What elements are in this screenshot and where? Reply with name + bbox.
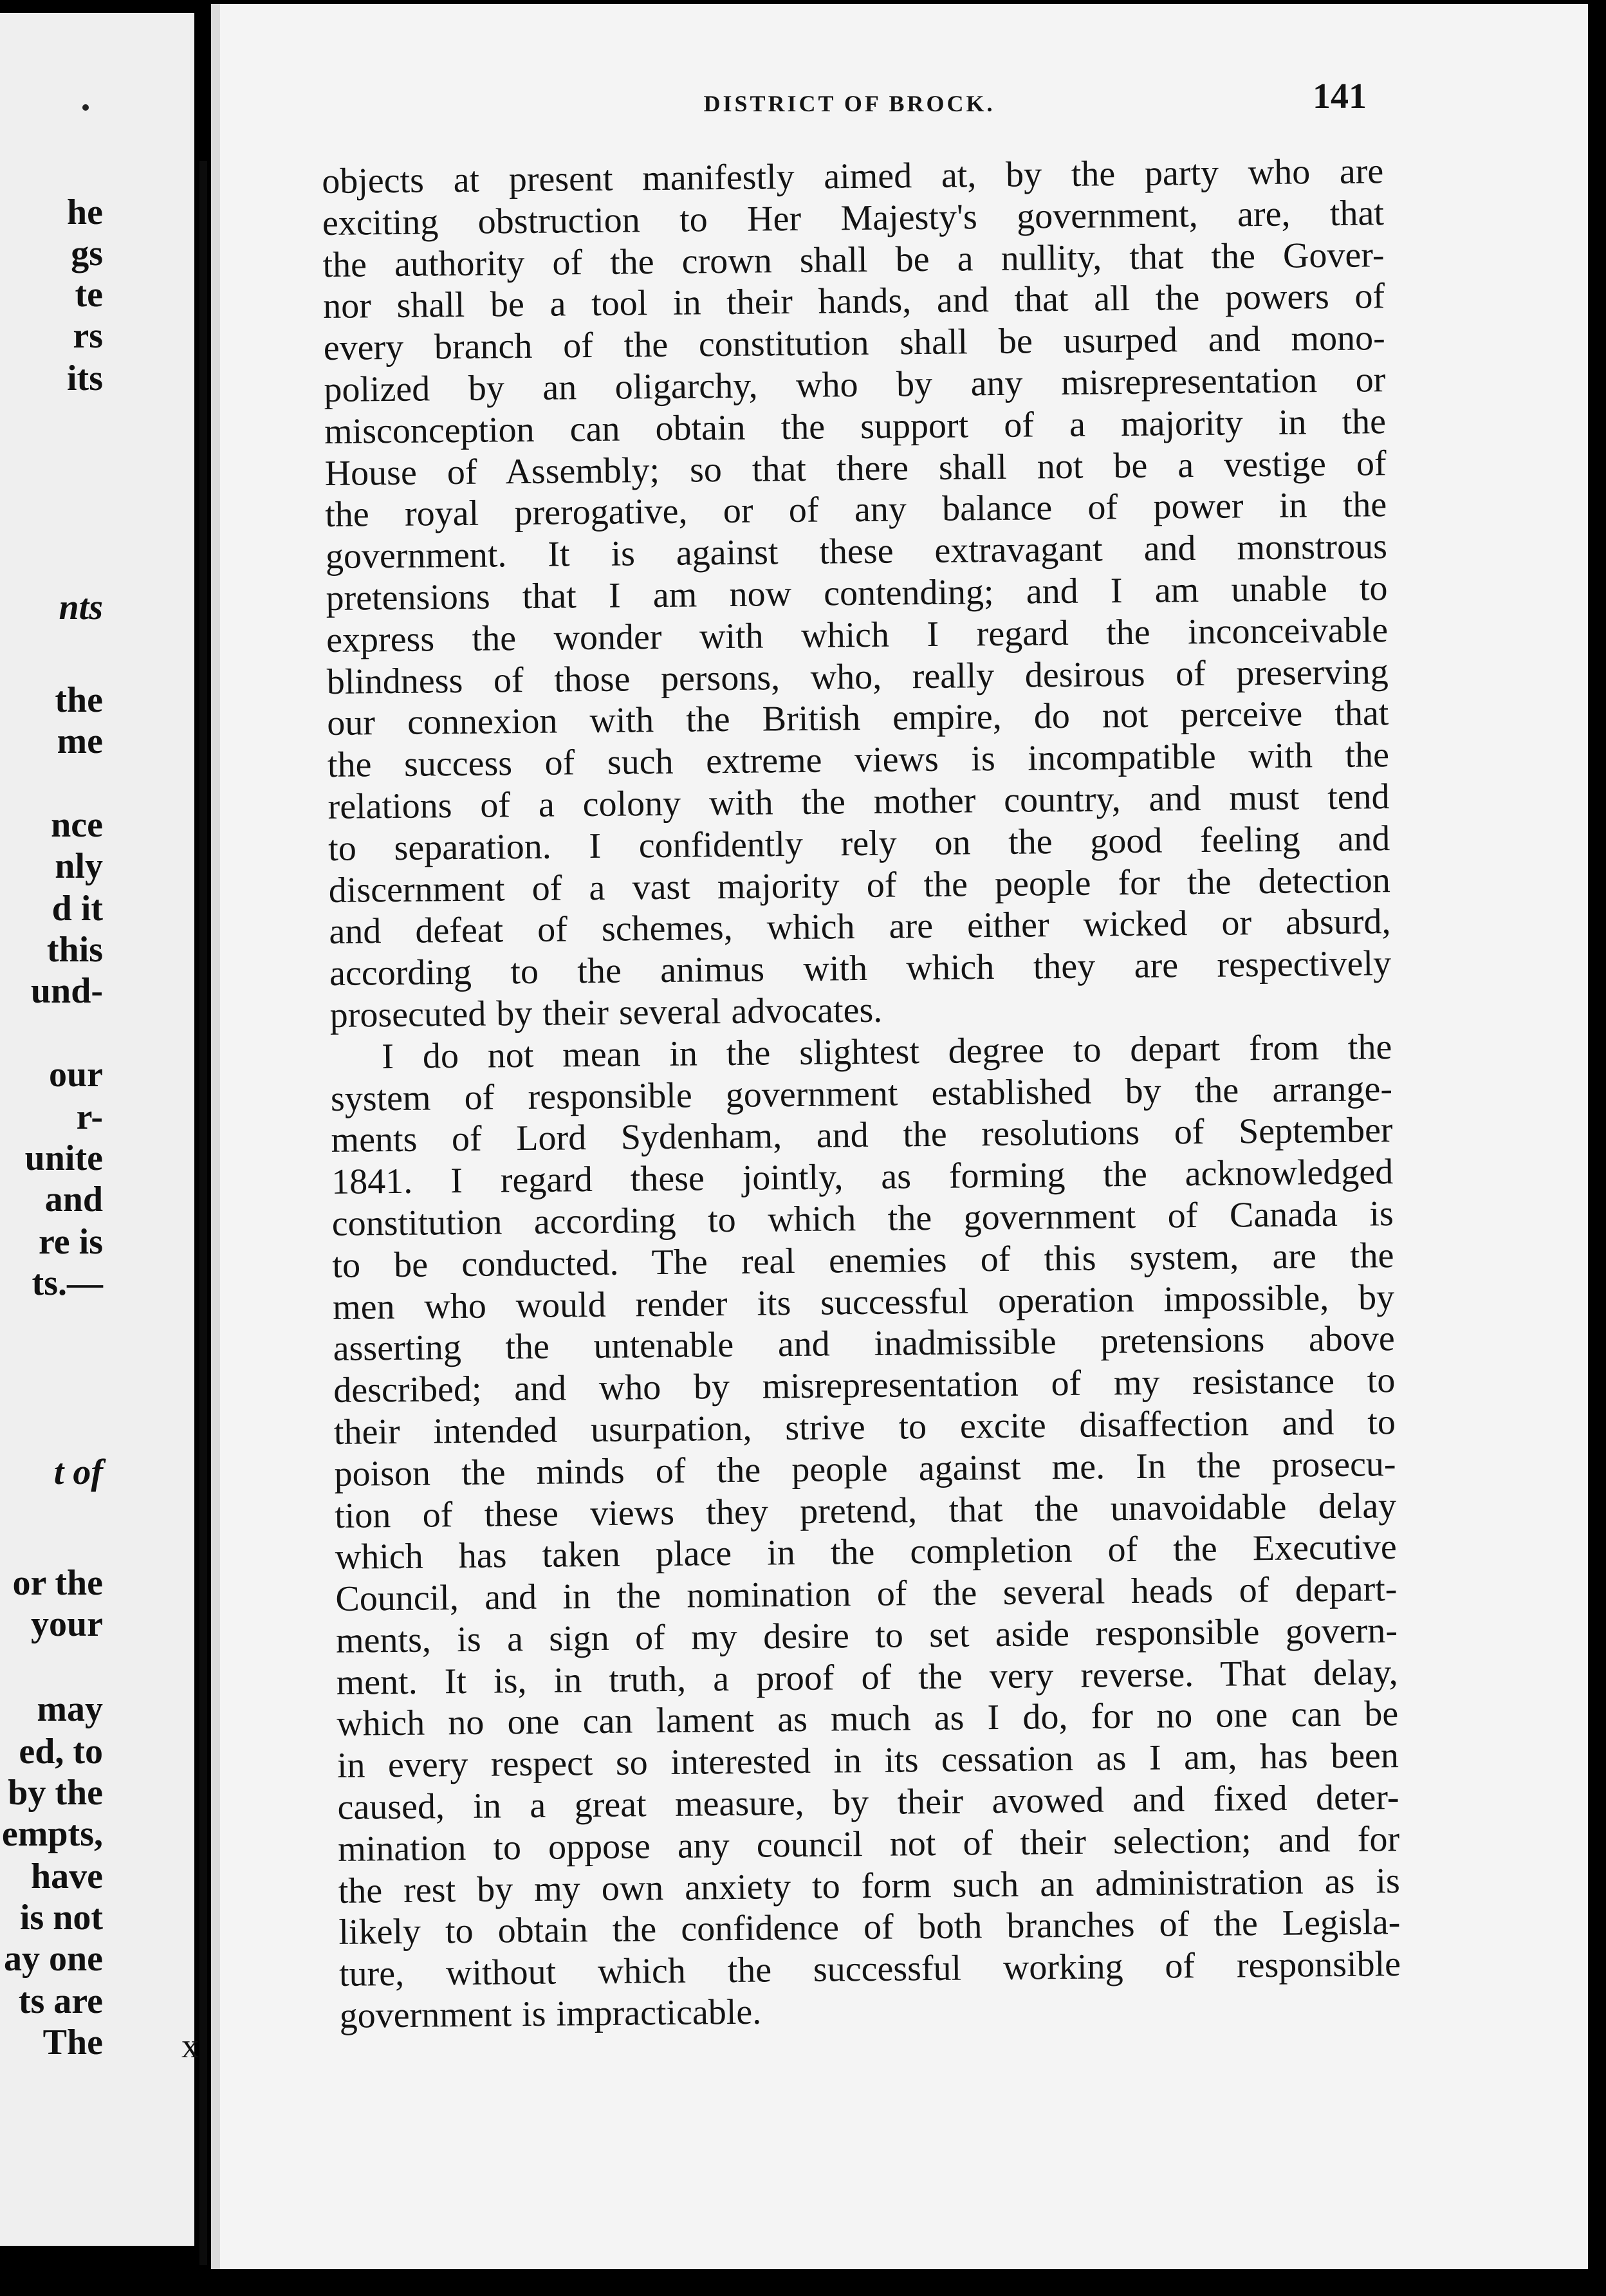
text-line: express the wonder with which I regard the inconceivable [326, 609, 1389, 660]
left-page-fragment: ed, to [19, 1732, 103, 1772]
text-line: our connexion with the British empire, do not perceive that [327, 693, 1389, 744]
text-line: I do not mean in the slightest degree to depart from the [382, 1026, 1392, 1077]
left-page-fragment: unite [24, 1138, 103, 1178]
left-page-fragment: re is [38, 1222, 103, 1262]
text-line: prosecuted by their several advocates. [329, 990, 883, 1035]
text-line: the success of such extreme views is incompatible with the [327, 735, 1390, 786]
text-line: described; and who by misrepresentation of my resistance to [333, 1360, 1396, 1411]
left-page-fragment: ts are [18, 1981, 103, 2021]
left-page-fragment: may [37, 1689, 103, 1729]
text-line: objects at present manifestly aimed at, by the party who are [322, 151, 1384, 201]
paragraph-1 [322, 151, 1392, 1037]
left-page-fragment: have [31, 1856, 103, 1896]
text-line: polized by an oligarchy, who by any misrepresentation or [324, 360, 1386, 410]
left-page-fragment: und- [30, 971, 103, 1011]
text-line: pretensions that I am now contending; and I am unable to [326, 568, 1388, 618]
text-line: and defeat of schemes, which are either wicked or absurd, [329, 902, 1391, 952]
text-line: system of responsible government established by the arrange- [330, 1068, 1393, 1119]
text-line: men who would render its successful operation impossible, by [332, 1277, 1395, 1328]
left-page-fragment: gs [71, 234, 103, 273]
left-page-fragment: our [49, 1055, 103, 1095]
text-line: discernment of a vast majority of the people for the detection [328, 860, 1391, 911]
text-line: mination to oppose any council not of their selection; and for [337, 1819, 1400, 1869]
text-line: misconception can obtain the support of a majority in the [324, 401, 1387, 452]
text-line: likely to obtain the confidence of both branches of the Legisla- [338, 1902, 1401, 1953]
left-page-fragment: he [67, 192, 103, 232]
left-page-fragment: your [31, 1604, 103, 1644]
left-page-fragment: is not [19, 1898, 103, 1938]
page-number: 141 [1313, 77, 1367, 116]
gutter-line [199, 161, 207, 2265]
left-page-fragment: d it [51, 889, 103, 929]
margin-mark: x [181, 2026, 199, 2065]
left-page-fragment: nts [59, 588, 103, 627]
text-line: Council, and in the nomination of the several heads of depart- [335, 1569, 1398, 1619]
paragraph-2 [330, 1026, 1401, 2037]
text-line: to be conducted. The real enemies of this system, are the [332, 1235, 1394, 1286]
text-line: caused, in a great measure, by their avowed and fixed deter- [337, 1777, 1399, 1828]
left-page-fragment: The [42, 2023, 103, 2062]
text-line: the rest by my own anxiety to form such an administration as is [338, 1860, 1401, 1911]
text-line: ments, is a sign of my desire to set aside responsible govern- [335, 1610, 1398, 1661]
left-page-fragment: t of [53, 1452, 103, 1492]
text-line: in every respect so interested in its cessation as I am, has been [337, 1736, 1399, 1786]
text-line: ture, without which the successful working of responsible [338, 1944, 1401, 1995]
text-line: nor shall be a tool in their hands, and that all the powers of [322, 276, 1385, 327]
left-page-fragment: and [44, 1180, 103, 1219]
left-page-fragment: me [57, 721, 103, 761]
left-page-fragment: the [55, 680, 103, 720]
ink-dot [82, 104, 89, 111]
left-page-fragment: its [67, 358, 103, 398]
text-line: exciting obstruction to Her Majesty's government, are, that [322, 192, 1385, 243]
left-page-fragment: empts, [1, 1814, 103, 1854]
text-line: asserting the untenable and inadmissible pretensions above [333, 1319, 1395, 1369]
text-line: which has taken place in the completion of the Executive [335, 1527, 1398, 1578]
body-text [322, 151, 1401, 2037]
left-page-fragment: by the [8, 1773, 103, 1813]
left-page-fragment: r- [76, 1097, 103, 1137]
left-page-fragment: nce [51, 805, 103, 845]
text-line: according to the animus with which they are respectively [329, 943, 1392, 994]
left-page-fragment: rs [73, 316, 103, 356]
text-line: the authority of the crown shall be a nullity, that the Gover- [322, 234, 1385, 285]
left-page-fragment: this [46, 930, 103, 970]
text-line: relations of a colony with the mother country, and must tend [328, 777, 1390, 827]
text-line: blindness of those persons, who, really desirous of preserving [326, 651, 1389, 702]
text-line: government is impracticable. [339, 1992, 762, 2036]
left-page-fragment: nly [55, 846, 103, 886]
text-line: the royal prerogative, or of any balance of power in the [324, 485, 1387, 535]
text-line: their intended usurpation, strive to excite disaffection and to [333, 1402, 1396, 1452]
text-line: which no one can lament as much as I do, for no one can be [337, 1694, 1399, 1745]
text-line: 1841. I regard these jointly, as forming the acknowledged [331, 1152, 1394, 1203]
text-line: ment. It is, in truth, a proof of the very reverse. That delay, [336, 1652, 1398, 1703]
left-page-fragment: or the [12, 1563, 103, 1603]
text-line: government. It is against these extravagant and monstrous [325, 526, 1388, 577]
left-page-fragment: te [75, 275, 103, 315]
text-line: to separation. I confidently rely on the good feeling and [328, 818, 1390, 869]
running-title: DISTRICT OF BROCK. [703, 91, 995, 116]
text-line: constitution according to which the government of Canada is [331, 1194, 1394, 1244]
text-line: House of Assembly; so that there shall not be a vestige of [324, 443, 1387, 494]
text-line: ments of Lord Sydenham, and the resolutions of September [331, 1110, 1393, 1161]
text-line: every branch of the constitution shall be usurped and mono- [323, 318, 1386, 369]
text-line: tion of these views they pretend, that the unavoidable delay [334, 1485, 1397, 1536]
left-page-fragment: ay one [4, 1939, 103, 1979]
left-page-fragment: ts.— [32, 1263, 103, 1303]
text-line: poison the minds of the people against me. In the prosecu- [334, 1443, 1396, 1494]
